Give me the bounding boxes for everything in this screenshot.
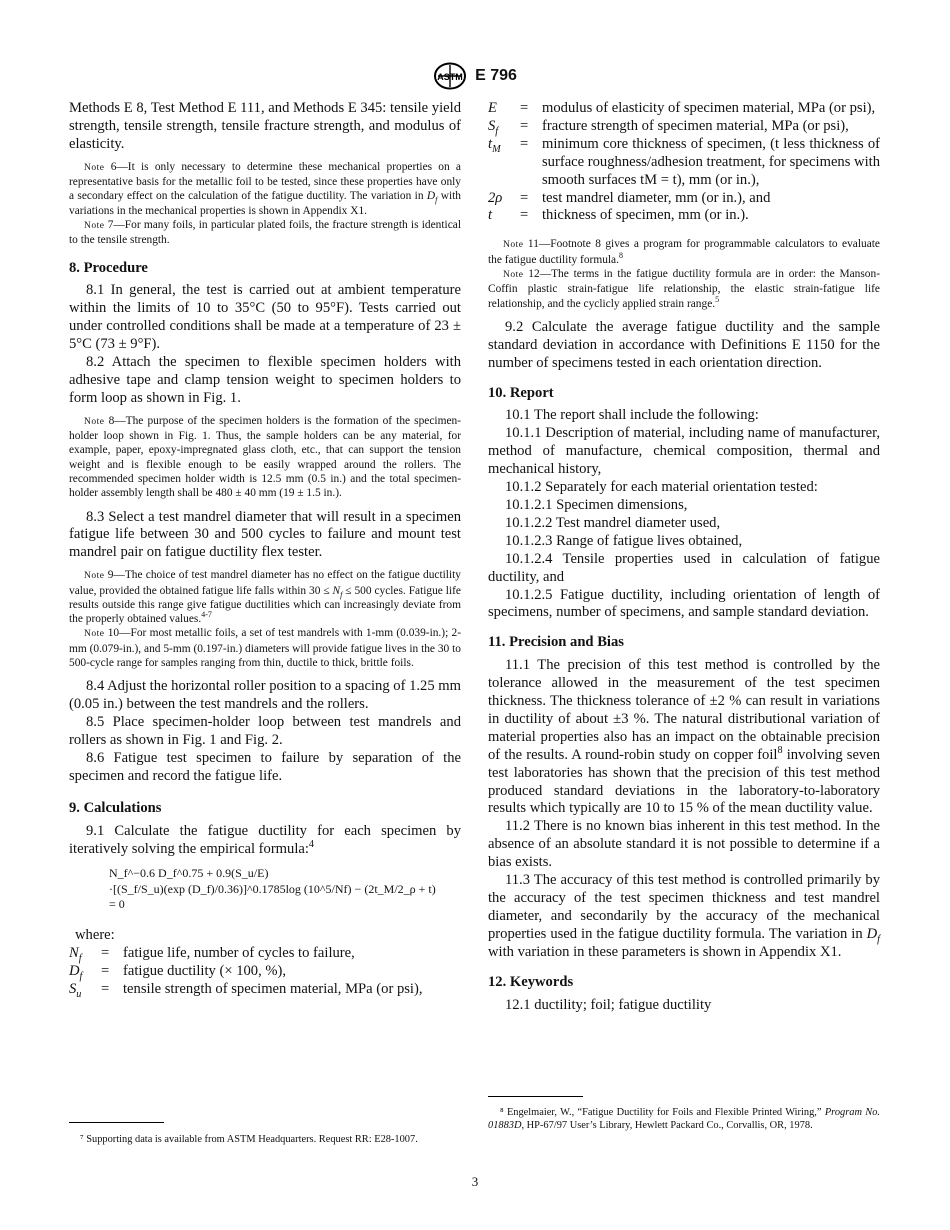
paragraph-12-1: 12.1 ductility; foil; fatigue ductility	[505, 996, 712, 1013]
right-column	[488, 100, 880, 1014]
intro-paragraph: Methods E 8, Test Method E 111, and Methods E 345: tensile yield strength, tensile strength, tensile fracture strength, and modulus of elasticity.	[69, 100, 461, 152]
paragraph-8-5: 8.5 Place specimen-holder loop between test mandrels and rollers as shown in Fig. 1 and Fig. 2.	[69, 714, 461, 749]
symbol-definitions-right	[488, 100, 880, 225]
definition-row: $N_f$ = fatigue life, number of cycles to failure,	[69, 944, 355, 964]
paragraph-11-3: 11.3 The accuracy of this test method is controlled primarily by the accuracy of the test specimen thickness and test mandrel diameter, and secondarily by the accuracy of the mechanical properties used in the fatigue ductility formula. The variation in $D_f$ with variation in these parameters is shown in Appendix X1.	[488, 872, 880, 960]
notes-9-10	[69, 568, 461, 670]
symbol-definitions-left	[69, 945, 423, 999]
svg-text:ASTM: ASTM	[437, 72, 463, 82]
paragraph-8-1: 8.1 In general, the test is carried out at ambient temperature within the limits of 10 to 35°C (50 to 95°F). Tests carried out under controlled conditions shall be made at a temperature of 23 ± 5°C (73 ± 9°F).	[69, 282, 461, 353]
note-11: Note 11—Footnote 8 gives a program for programmable calculators to evaluate the fatigue ductility formula.$^8$	[488, 238, 880, 266]
definition-row: 2ρ = test mandrel diameter, mm (or in.), and	[488, 189, 771, 206]
notes-11-12	[488, 237, 880, 310]
section-12-heading: 12. Keywords	[488, 973, 574, 990]
paragraph-8-4: 8.4 Adjust the horizontal roller position to a spacing of 1.25 mm (0.05 in.) between the test mandrels and the rollers.	[69, 678, 461, 713]
paragraph-8-2: 8.2 Attach the specimen to flexible specimen holders with adhesive tape and clamp tension weight to specimen holders to form loop as shown in Fig. 1.	[69, 354, 461, 406]
section-10-heading: 10. Report	[488, 384, 554, 401]
definition-row: $D_f$ = fatigue ductility (× 100, %),	[69, 962, 287, 982]
note-7: Note 7—For many foils, in particular plated foils, the fracture strength is identical to the tensile strength.	[69, 218, 461, 247]
paragraph-11-1: 11.1 The precision of this test method is controlled by the tolerance allowed in the measurement of the test specimen thickness. The thickness tolerance of ±2 % can result in variations in ductility of about ±3 %. The natural distributional variation of material properties also has an impact on the obtainable precision of the results. A round-robin study on copper foil$^8$ involving seven test laboratories has shown that the precision of this test method produced standard deviations in the laboratory-to-laboratory results which typically are 10 to 15 % of the mean ductility value.	[488, 657, 880, 817]
document-id: E 796	[475, 67, 517, 84]
paragraph-11-2: 11.2 There is no known bias inherent in this test method. In the absence of an absolute standard it is not possible to determine if a bias exists.	[488, 818, 880, 871]
paragraph-10-1-1: 10.1.1 Description of material, including name of manufacturer, method of manufacture, chemical composition, thermal and mechanical history,	[488, 425, 880, 478]
formula-line-1: N_f^−0.6 D_f^0.75 + 0.9(S_u/E)	[109, 866, 269, 881]
section-8-heading: 8. Procedure	[69, 259, 148, 276]
page-header	[0, 62, 950, 90]
fatigue-formula	[109, 866, 461, 913]
formula-line-2: ·[(S_f/S_u)(exp (D_f)/0.36)]^0.1785log (10^5/Nf) − (2t_M/2_ρ + t)	[109, 881, 436, 896]
note-12: Note 12—The terms in the fatigue ductility formula are in order: the Manson-Coffin plastic strain-fatigue life relationship, the elastic strain-fatigue life relationship, and the cyclicly applied strain range.$^5$	[488, 267, 880, 310]
paragraph-8-6: 8.6 Fatigue test specimen to failure by separation of the specimen and record the fatigue life.	[69, 749, 461, 784]
note-8-block	[69, 414, 461, 501]
note-6: Note 6—It is only necessary to determine these mechanical properties on a representative basis for the metallic foil to be tested, since these properties have only a secondary effect on the calculation of the fatigue ductility. The variation in $D_f$ with variations in the mechanical properties is shown in Appendix X1.	[69, 160, 461, 217]
paragraph-10-1-2-4: 10.1.2.4 Tensile properties used in calculation of fatigue ductility, and	[488, 550, 880, 585]
paragraph-10-1: 10.1 The report shall include the following:	[505, 407, 759, 424]
page-number: 3	[471, 1174, 479, 1189]
footnote-7: ⁷ Supporting data is available from ASTM Headquarters. Request RR: E28-1007.	[80, 1134, 418, 1145]
paragraph-8-3: 8.3 Select a test mandrel diameter that will result in a specimen fatigue life between 30 and 500 cycles to failure and mount test mandrel pair on fatigue ductility flex tester.	[69, 508, 461, 561]
note-9: Note 9—The choice of test mandrel diameter has no effect on the fatigue ductility value, provided the obtained fatigue life falls within $30 \le N_f \le 500$ cycles. Fatigue life results outside this range give fatigue ductilities which can increasingly deviate from the properly obtained values.$^{4-7}$	[69, 569, 461, 626]
paragraph-10-1-2: 10.1.2 Separately for each material orientation tested:	[505, 479, 818, 496]
paragraph-10-1-2-5: 10.1.2.5 Fatigue ductility, including orientation of length of specimens, number of specimens, and sample standard deviation.	[488, 586, 880, 621]
definition-row: t = thickness of specimen, mm (or in.).	[488, 207, 749, 224]
paragraph-10-1-2-3: 10.1.2.3 Range of fatigue lives obtained,	[505, 532, 743, 549]
where-label: where:	[75, 926, 115, 943]
paragraph-10-1-2-2: 10.1.2.2 Test mandrel diameter used,	[505, 514, 721, 531]
footnote-rule-right	[488, 1096, 583, 1097]
paragraph-9-2: 9.2 Calculate the average fatigue ductility and the sample standard deviation in accordance with Definitions E 1150 for the number of specimens tested in each orientation direction.	[488, 318, 880, 371]
definition-row: $t_M$ = minimum core thickness of specimen, (t less thickness of surface roughness/adhesion treatment, for specimens with smooth surfaces tM = t), mm (or in.),	[488, 135, 880, 188]
paragraph-9-1: 9.1 Calculate the fatigue ductility for each specimen by iteratively solving the empirical formula:$^4$	[69, 822, 461, 857]
section-9-heading: 9. Calculations	[69, 799, 162, 816]
definition-row: $S_f$ = fracture strength of specimen material, MPa (or psi),	[488, 117, 849, 137]
note-10: Note 10—For most metallic foils, a set of test mandrels with 1-mm (0.039-in.); 2-mm (0.079-in.), and 5-mm (0.197-in.) diameters will provide fatigue lives in the 30 to 500-cycle range for samples ranging from thin, ductile to thick, brittle foils.	[69, 627, 461, 670]
astm-logo-icon	[433, 62, 467, 90]
note-8: Note 8—The purpose of the specimen holders is the formation of the specimen-holder loop shown in Fig. 1. Thus, the sample holders can be any material, for example, paper, epoxy-impregnated glass cloth, etc., that can support the tension weight and is flexible enough to be easily wrapped around the rollers. The recommended specimen holder width is 12.5 mm (0.5 in.) and the total specimen-holder assembly length shall be 480 ± 40 mm (19 ± 1.5 in.).	[69, 414, 461, 500]
paragraph-10-1-2-1: 10.1.2.1 Specimen dimensions,	[505, 496, 688, 513]
definition-row: E = modulus of elasticity of specimen material, MPa (or psi),	[488, 100, 876, 116]
notes-6-7	[69, 160, 461, 248]
formula-line-3: = 0	[109, 897, 125, 912]
footnote-rule-left	[69, 1122, 164, 1123]
section-11-heading: 11. Precision and Bias	[488, 634, 624, 651]
definition-row: $S_u$ = tensile strength of specimen material, MPa (or psi),	[69, 980, 423, 1000]
footnote-8: ⁸ Engelmaier, W., “Fatigue Ductility for Foils and Flexible Printed Wiring,” Program No. 01883D, HP-67/97 User’s Library, Hewlett Packard Co., Corvallis, OR, 1978.	[488, 1107, 880, 1131]
left-column	[69, 100, 461, 999]
